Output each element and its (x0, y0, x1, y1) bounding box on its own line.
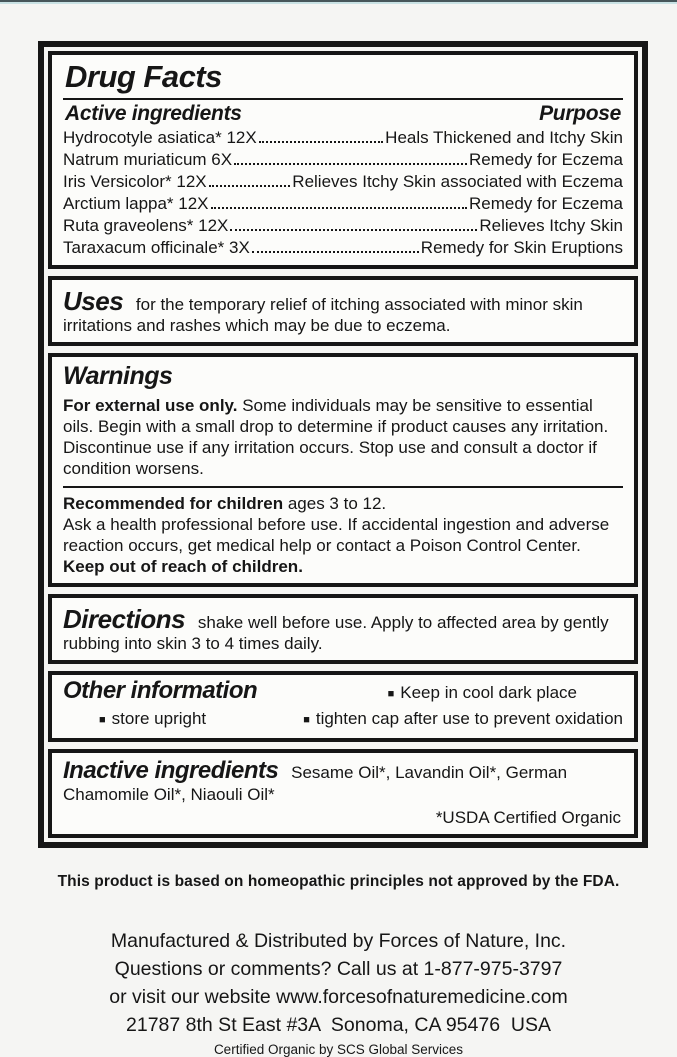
dot-leader (252, 251, 419, 253)
square-bullet-icon: ■ (303, 714, 310, 727)
ingredient-name: Arctium lappa* 12X (63, 194, 209, 214)
warnings-poison-text: Ask a health professional before use. If accidental ingestion and adverse reaction occurs, get medical help or contact a Poison Control Center. (63, 515, 610, 556)
warnings-children-line (63, 493, 623, 514)
other-item-tighten-cap (303, 708, 623, 732)
section-inactive-ingredients (48, 749, 638, 838)
warnings-external-use-text: Some individuals may be sensitive to essential oils. Begin with a small drop to determine if product causes any irritation. Discontinue use if any irritation occurs. Stop use and consult a doctor if condition worsens. (63, 396, 609, 479)
other-info-row-2 (63, 708, 623, 732)
warnings-paragraph-external-use (63, 395, 623, 479)
ingredient-row (63, 127, 623, 149)
ingredient-name: Ruta graveolens* 12X (63, 216, 229, 236)
dot-leader (230, 229, 477, 231)
ingredient-row (63, 171, 623, 193)
warnings-children-bold: Recommended for children (63, 494, 284, 514)
uses-heading: Uses (63, 286, 124, 317)
drug-facts-title: Drug Facts (65, 59, 222, 94)
section-directions (48, 594, 638, 664)
uses-paragraph (63, 288, 623, 336)
other-item-text: store upright (111, 709, 207, 729)
other-item-text: Keep in cool dark place (400, 683, 577, 703)
ingredient-purpose: Remedy for Eczema (469, 194, 623, 214)
directions-paragraph (63, 606, 623, 654)
warnings-poison-paragraph (63, 514, 623, 577)
website-line: or visit our website www.forcesofnaturemedicine.com (109, 986, 568, 1009)
other-item-store-upright (99, 708, 206, 732)
active-ingredients-heading: Active ingredients (65, 102, 242, 126)
ingredient-name: Iris Versicolor* 12X (63, 172, 207, 192)
section-warnings (48, 353, 638, 587)
ingredient-name: Natrum muriaticum 6X (63, 150, 233, 170)
phone-line: Questions or comments? Call us at 1-877-975-3797 (114, 958, 563, 981)
ingredient-purpose: Remedy for Eczema (469, 150, 623, 170)
active-ingredients-header-row (65, 102, 621, 126)
square-bullet-icon: ■ (387, 688, 395, 701)
other-information-heading: Other information (63, 677, 258, 705)
drug-facts-label (38, 41, 648, 848)
inactive-body: Sesame Oil*, Lavandin Oil*, German Chamomile Oil*, Niaouli Oil* (63, 763, 568, 805)
manufacturer-line: Manufactured & Distributed by Forces of Nature, Inc. (110, 930, 567, 953)
ingredient-name: Hydrocotyle asiatica* 12X (63, 128, 257, 148)
ingredient-purpose: Remedy for Skin Eruptions (420, 238, 623, 258)
dot-leader (234, 163, 467, 165)
ingredient-row (63, 237, 623, 259)
dot-leader (211, 207, 467, 209)
warnings-divider-rule (63, 486, 623, 488)
warnings-heading: Warnings (63, 362, 173, 391)
other-item-text: tighten cap after use to prevent oxidation (315, 709, 623, 729)
other-info-row-1 (63, 679, 623, 706)
ingredient-purpose: Relieves Itchy Skin (479, 216, 623, 236)
directions-body: shake well before use. Apply to affected area by gently rubbing into skin 3 to 4 times daily. (63, 613, 609, 654)
warnings-children-text: ages 3 to 12. (287, 494, 387, 514)
fda-disclaimer: This product is based on homeopathic principles not approved by the FDA. (57, 873, 620, 891)
warnings-keep-out-bold: Keep out of reach of children. (63, 557, 303, 577)
purpose-heading: Purpose (539, 102, 621, 126)
package-top-edge (0, 0, 677, 4)
ingredient-purpose: Heals Thickened and Itchy Skin (385, 128, 623, 148)
address-line: 21787 8th St East #3A Sonoma, CA 95476 USA (126, 1014, 551, 1037)
ingredient-row (63, 193, 623, 215)
other-item-cool-dark (388, 682, 577, 706)
warnings-external-use-bold: For external use only. (63, 396, 238, 416)
directions-heading: Directions (63, 604, 186, 635)
ingredient-row (63, 215, 623, 237)
dot-leader (209, 185, 291, 187)
section-uses (48, 276, 638, 346)
inactive-ingredients-heading: Inactive ingredients (63, 757, 279, 785)
usda-certified-note: *USDA Certified Organic (435, 808, 621, 828)
section-active-ingredients (48, 51, 638, 269)
ingredient-name: Taraxacum officinale* 3X (63, 238, 250, 258)
square-bullet-icon: ■ (99, 714, 106, 727)
certified-organic-line: Certified Organic by SCS Global Services (213, 1042, 464, 1057)
dot-leader (259, 141, 383, 143)
ingredient-purpose: Relieves Itchy Skin associated with Eczema (292, 172, 623, 192)
uses-body: for the temporary relief of itching associated with minor skin irritations and rashes which may be due to eczema. (63, 295, 583, 336)
section-other-information (48, 671, 638, 742)
ingredient-row (63, 149, 623, 171)
inactive-paragraph (63, 759, 603, 806)
manufacturer-footer (0, 927, 677, 1057)
title-rule (63, 98, 623, 100)
